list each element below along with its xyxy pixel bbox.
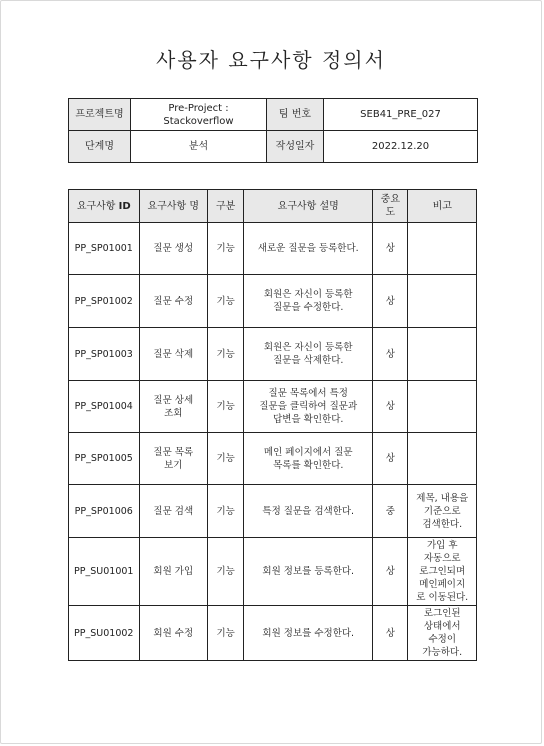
- table-row: [69, 433, 477, 485]
- requirement-note: [408, 275, 477, 328]
- requirement-description: 질문 목록에서 특정 질문을 클릭하여 질문과 답변을 확인한다.: [244, 381, 373, 433]
- requirement-id: PP_SP01005: [69, 433, 140, 485]
- table-row: [69, 328, 477, 381]
- requirement-id: PP_SP01003: [69, 328, 140, 381]
- requirement-name: 질문 수정: [139, 275, 208, 328]
- requirement-type: 기능: [208, 328, 244, 381]
- requirement-id: PP_SP01002: [69, 275, 140, 328]
- requirement-priority: 상: [373, 538, 408, 606]
- requirement-id: PP_SU01001: [69, 538, 140, 606]
- requirement-description: 회원은 자신이 등록한 질문을 삭제한다.: [244, 328, 373, 381]
- requirement-description: 회원은 자신이 등록한 질문을 수정한다.: [244, 275, 373, 328]
- requirement-priority: 상: [373, 433, 408, 485]
- requirements-header-row: [69, 190, 477, 223]
- requirement-note: [408, 223, 477, 275]
- project-info-table: [68, 98, 478, 163]
- requirement-note: [408, 381, 477, 433]
- requirement-note: 제목, 내용을 기준으로 검색한다.: [408, 485, 477, 538]
- project-info-row: [69, 99, 478, 131]
- requirement-priority: 상: [373, 606, 408, 661]
- table-row: [69, 275, 477, 328]
- requirement-name: 질문 생성: [139, 223, 208, 275]
- requirement-description: 회원 정보를 수정한다.: [244, 606, 373, 661]
- requirement-priority: 상: [373, 275, 408, 328]
- project-info-row: [69, 131, 478, 163]
- project-name-label: 프로젝트명: [69, 99, 131, 131]
- requirement-name: 질문 검색: [139, 485, 208, 538]
- stage-value: 분석: [131, 131, 267, 163]
- requirement-note: 로그인된 상태에서 수정이 가능하다.: [408, 606, 477, 661]
- requirement-priority: 상: [373, 223, 408, 275]
- requirement-type: 기능: [208, 485, 244, 538]
- team-number-label: 팀 번호: [267, 99, 324, 131]
- requirement-type: 기능: [208, 381, 244, 433]
- requirement-id: PP_SP01004: [69, 381, 140, 433]
- requirement-name: 회원 수정: [139, 606, 208, 661]
- table-row: [69, 485, 477, 538]
- requirement-note: [408, 433, 477, 485]
- requirement-priority: 중: [373, 485, 408, 538]
- requirement-id: PP_SP01006: [69, 485, 140, 538]
- header-note: 비고: [408, 190, 477, 223]
- project-name-value: Pre-Project : Stackoverflow: [131, 99, 267, 131]
- header-type: 구분: [208, 190, 244, 223]
- requirement-type: 기능: [208, 223, 244, 275]
- header-requirement-id: 요구사항 ID: [69, 190, 140, 223]
- requirement-description: 특정 질문을 검색한다.: [244, 485, 373, 538]
- table-row: [69, 381, 477, 433]
- requirement-note: [408, 328, 477, 381]
- requirement-type: 기능: [208, 606, 244, 661]
- requirement-type: 기능: [208, 538, 244, 606]
- requirement-name: 질문 삭제: [139, 328, 208, 381]
- header-description: 요구사항 설명: [244, 190, 373, 223]
- requirement-description: 회원 정보를 등록한다.: [244, 538, 373, 606]
- requirement-description: 새로운 질문을 등록한다.: [244, 223, 373, 275]
- table-row: [69, 538, 477, 606]
- requirement-priority: 상: [373, 328, 408, 381]
- requirement-type: 기능: [208, 433, 244, 485]
- requirement-id: PP_SP01001: [69, 223, 140, 275]
- requirement-name: 질문 목록 보기: [139, 433, 208, 485]
- requirement-description: 메인 페이지에서 질문 목록를 확인한다.: [244, 433, 373, 485]
- table-row: [69, 223, 477, 275]
- date-value: 2022.12.20: [324, 131, 478, 163]
- requirement-note: 가입 후 자동으로 로그인되며 메인페이지 로 이동된다.: [408, 538, 477, 606]
- requirement-name: 질문 상세 조회: [139, 381, 208, 433]
- requirement-priority: 상: [373, 381, 408, 433]
- team-number-value: SEB41_PRE_027: [324, 99, 478, 131]
- page-title: 사용자 요구사항 정의서: [156, 48, 386, 72]
- requirements-table: [68, 189, 477, 661]
- header-priority: 중요 도: [373, 190, 408, 223]
- header-requirement-name: 요구사항 명: [139, 190, 208, 223]
- header-id-bold: ID: [118, 200, 131, 212]
- requirement-type: 기능: [208, 275, 244, 328]
- date-label: 작성일자: [267, 131, 324, 163]
- stage-label: 단계명: [69, 131, 131, 163]
- requirement-id: PP_SU01002: [69, 606, 140, 661]
- table-row: [69, 606, 477, 661]
- requirement-name: 회원 가입: [139, 538, 208, 606]
